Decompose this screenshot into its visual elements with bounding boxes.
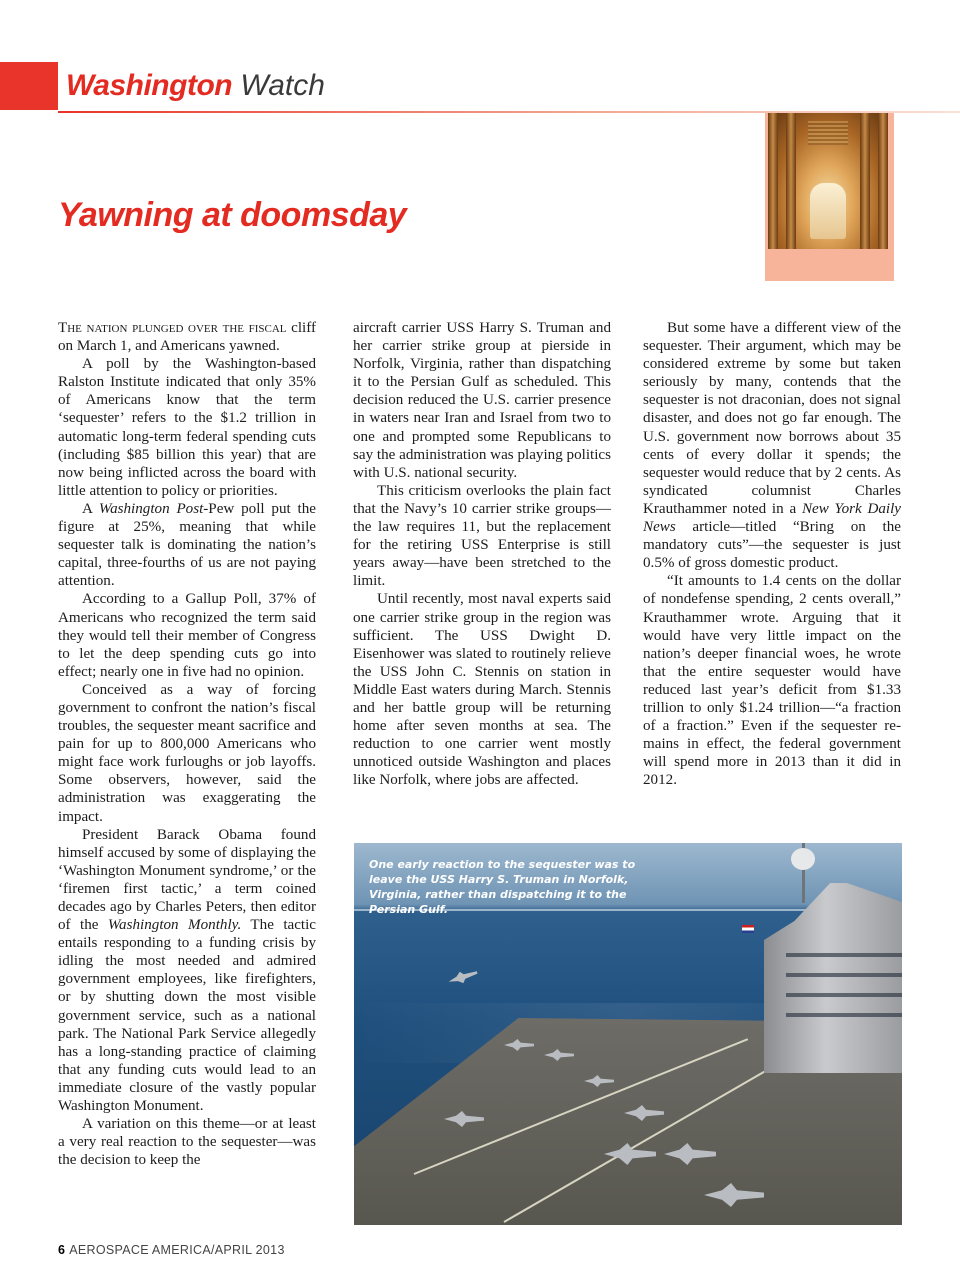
paragraph xyxy=(58,500,316,590)
island-window-row xyxy=(786,993,902,997)
article-column-1 xyxy=(58,319,316,1169)
photo-caption: One early reaction to the sequester was to leave the USS Harry S. Truman in Norfolk, Virginia, rather than dispatching it to the Persian Gulf. xyxy=(369,858,636,916)
paragraph: A variation on this theme—or at least a very real reaction to the sequester—was the decision to keep the xyxy=(58,1116,316,1169)
publication-name: Washington Monthly. xyxy=(107,917,242,934)
memorial-column xyxy=(860,113,870,249)
radar-dome xyxy=(791,848,815,870)
paragraph xyxy=(58,319,316,355)
airborne-jet xyxy=(447,967,479,988)
page-footer xyxy=(58,1243,285,1257)
lead-in: The nation plunged over the fiscal xyxy=(58,320,287,336)
paragraph-text: President Barack Obama found himself accused by some of displaying the ‘Washington Monument syndrome,’ or the ‘firemen first tactic,’ a term coined decades ago by Charles Peters, then editor of the xyxy=(58,826,316,934)
island-window-row xyxy=(786,953,902,957)
island-window-row xyxy=(786,1013,902,1017)
publication-name: New York Daily News xyxy=(643,500,902,536)
paragraph-text: -Pew poll put the figure at 25%, meaning that while sequester talk is dominating the nation’s capital, three-fourths of us are not paying attention. xyxy=(58,500,316,590)
section-header xyxy=(66,64,325,108)
publication-info: AEROSPACE AMERICA/APRIL 2013 xyxy=(69,1243,285,1257)
lincoln-statue xyxy=(810,183,846,239)
aircraft-carrier-photo xyxy=(354,843,902,1225)
paragraph: A poll by the Washington-based Ralston Institute indicated that only 35% of Americans know that the term ‘sequester’ refers to the $1.2 trillion in automatic long-term federal spending cuts (including $85 billion this year) that are now being inflicted across the board with little attention to policy or priorities. xyxy=(58,356,316,499)
section-color-band xyxy=(0,62,58,110)
paragraph: “It amounts to 1.4 cents on the dollar of nondefense spending, 2 cents overall,” Krauthammer wrote. Arguing that it would have very little impact on the nation’s deeper financial woes, he wrote that the entire sequester would have reduced last year’s deficit from $1.33 trillion to only $1.24 trillion—“a fraction of a fraction.” Even if the sequester remains in effect, the federal government will spend more in 2013 than it did in 2012. xyxy=(643,573,901,789)
paragraph-text: article—titled “Bring on the mandatory cuts”—the sequester is just 0.5% of gross domestic product. xyxy=(643,519,901,572)
page-number: 6 xyxy=(58,1243,66,1257)
paragraph xyxy=(643,319,901,572)
section-header-strong: Washington xyxy=(66,69,233,102)
memorial-inscription xyxy=(808,121,848,145)
island-window-row xyxy=(786,973,902,977)
carrier-island xyxy=(764,883,902,1073)
paragraph-text: A xyxy=(82,500,99,517)
signal-flag xyxy=(742,925,754,933)
paragraph-text: But some have a different view of the sequester. Their argument, which may be considered extreme by some but taken seriously by many, contends that the sequester is not draconian, does not signal disaster, and does not go far enough. The U.S. government now borrows about 35 cents of every dollar it spends; the sequester would reduce that by 2 cents. As syndicated columnist Charles Krauthammer noted in a xyxy=(643,320,901,517)
memorial-column xyxy=(786,113,796,249)
memorial-column xyxy=(878,113,888,249)
article-column-2 xyxy=(353,319,611,789)
section-header-light: Watch xyxy=(232,69,325,102)
publication-name: Washington Post xyxy=(98,500,204,517)
paragraph: Until recently, most naval experts said one carrier strike group in the region was sufficient. The USS Dwight D. Eisenhower was slated to routinely relieve the USS John C. Stennis on station in Middle East waters during March. Stennis and her battle group will be returning home after seven months at sea. The reduction to one carrier went mostly unnoticed outside Washington and places like Norfolk, where jobs are affected. xyxy=(353,591,611,789)
article-title: Yawning at doomsday xyxy=(58,196,407,234)
paragraph: Conceived as a way of forcing government to confront the nation’s fiscal troubles, the sequester meant sacrifice and pain for up to 800,000 Americans who might face work furloughs or job layoffs. Some observers, however, said the administration was exaggerating the impact. xyxy=(58,681,316,825)
article-column-3 xyxy=(643,319,901,789)
lincoln-memorial-photo xyxy=(768,113,888,249)
paragraph: This criticism overlooks the plain fact that the Navy’s 10 carrier strike groups—the law requires 11, but the replacement for the retiring USS Enterprise is still years away—have been stretched to the limit. xyxy=(353,482,611,590)
paragraph: aircraft carrier USS Harry S. Truman and her carrier strike group at pierside in Norfolk, Virginia, rather than dispatching it to the Persian Gulf as scheduled. This decision reduced the U.S. carrier presence in waters near Iran and Israel from two to one and prompted some Republicans to say the administration was playing politics with U.S. national security. xyxy=(353,320,611,481)
paragraph: According to a Gallup Poll, 37% of Americans who recognized the term said they would tell their member of Congress to let the deep spending cuts go into effect; nearly one in five had no opinion. xyxy=(58,591,316,680)
paragraph-text: The tactic entails responding to a funding crisis by idling the most needed and admired government employees, like firefighters, or by shutting down the most visible government service, such as a national park. The National Park Service allegedly has a long-standing practice of claiming that any funding cuts would lead to an immediate closure of the vastly popular Washington Monument. xyxy=(58,917,317,1115)
paragraph-text: cliff on March 1, and Americans yawned. xyxy=(58,320,317,355)
memorial-column xyxy=(768,113,778,249)
paragraph xyxy=(58,826,316,1116)
